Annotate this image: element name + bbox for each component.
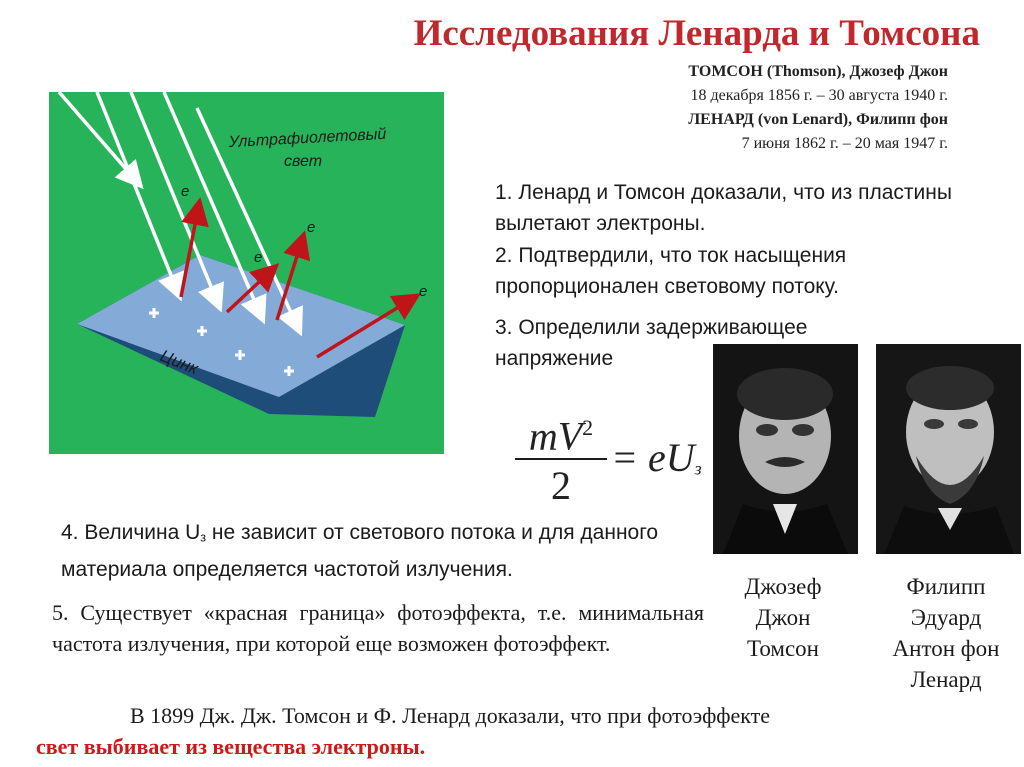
thomson-bio-dates: 18 декабря 1856 г. – 30 августа 1940 г. <box>690 87 948 104</box>
thomson-portrait <box>713 344 858 554</box>
electron-label: e <box>254 249 263 266</box>
point-5: 5. Существует «красная граница» фотоэффекта, т.е. минимальная частота излучения, при которой еще возможен фотоэффект. <box>52 600 704 656</box>
conclusion-line-1: В 1899 Дж. Дж. Томсон и Ф. Ленард доказали, что при фотоэффекте <box>130 703 770 728</box>
electron-label: e <box>307 219 316 236</box>
photoeffect-diagram-svg <box>49 92 444 454</box>
formula-rhs-sub: з <box>694 458 702 479</box>
uv-label-line2: свет <box>284 153 323 170</box>
electron-label: e <box>419 283 428 300</box>
formula-denominator: 2 <box>551 463 571 508</box>
stopping-voltage-formula <box>515 402 715 510</box>
point-3: 3. Определили задерживающее напряжение <box>495 316 808 370</box>
uv-label-line1: Ультрафиолетовый <box>228 125 387 151</box>
photoeffect-diagram <box>49 92 444 454</box>
formula-power: 2 <box>582 415 594 440</box>
lenard-caption: Филипп Эдуард Антон фон Ленард <box>892 574 1000 692</box>
thomson-caption: Джозеф Джон Томсон <box>744 574 822 661</box>
lenard-bio-dates: 7 июня 1862 г. – 20 мая 1947 г. <box>741 135 948 152</box>
point-2: 2. Подтвердили, что ток насыщения пропорционален световому потоку. <box>495 244 847 298</box>
point-1: 1. Ленард и Томсон доказали, что из пластины вылетают электроны. <box>495 181 952 235</box>
formula-rhs: = $eU_з$ <box>611 435 702 480</box>
page-title: Исследования Ленарда и Томсона <box>413 13 980 54</box>
point-4: 4. Величина $U_з$ не зависит от светового потока и для данного материала определяется частотой излучения. <box>61 521 659 581</box>
lenard-portrait <box>876 344 1021 554</box>
lenard-bio-name: ЛЕНАРД (von Lenard), Филипп фон <box>688 111 948 128</box>
conclusion-highlight: свет выбивает из вещества электроны. <box>36 734 426 759</box>
voltage-subscript: з <box>200 530 207 545</box>
fraction-bar <box>515 458 607 460</box>
formula-numerator: $mV^2$ <box>528 413 594 459</box>
thomson-bio-name: ТОМСОН (Thomson), Джозеф Джон <box>688 63 948 80</box>
plate-label: Цинк <box>157 346 201 379</box>
electron-label: e <box>181 183 190 200</box>
